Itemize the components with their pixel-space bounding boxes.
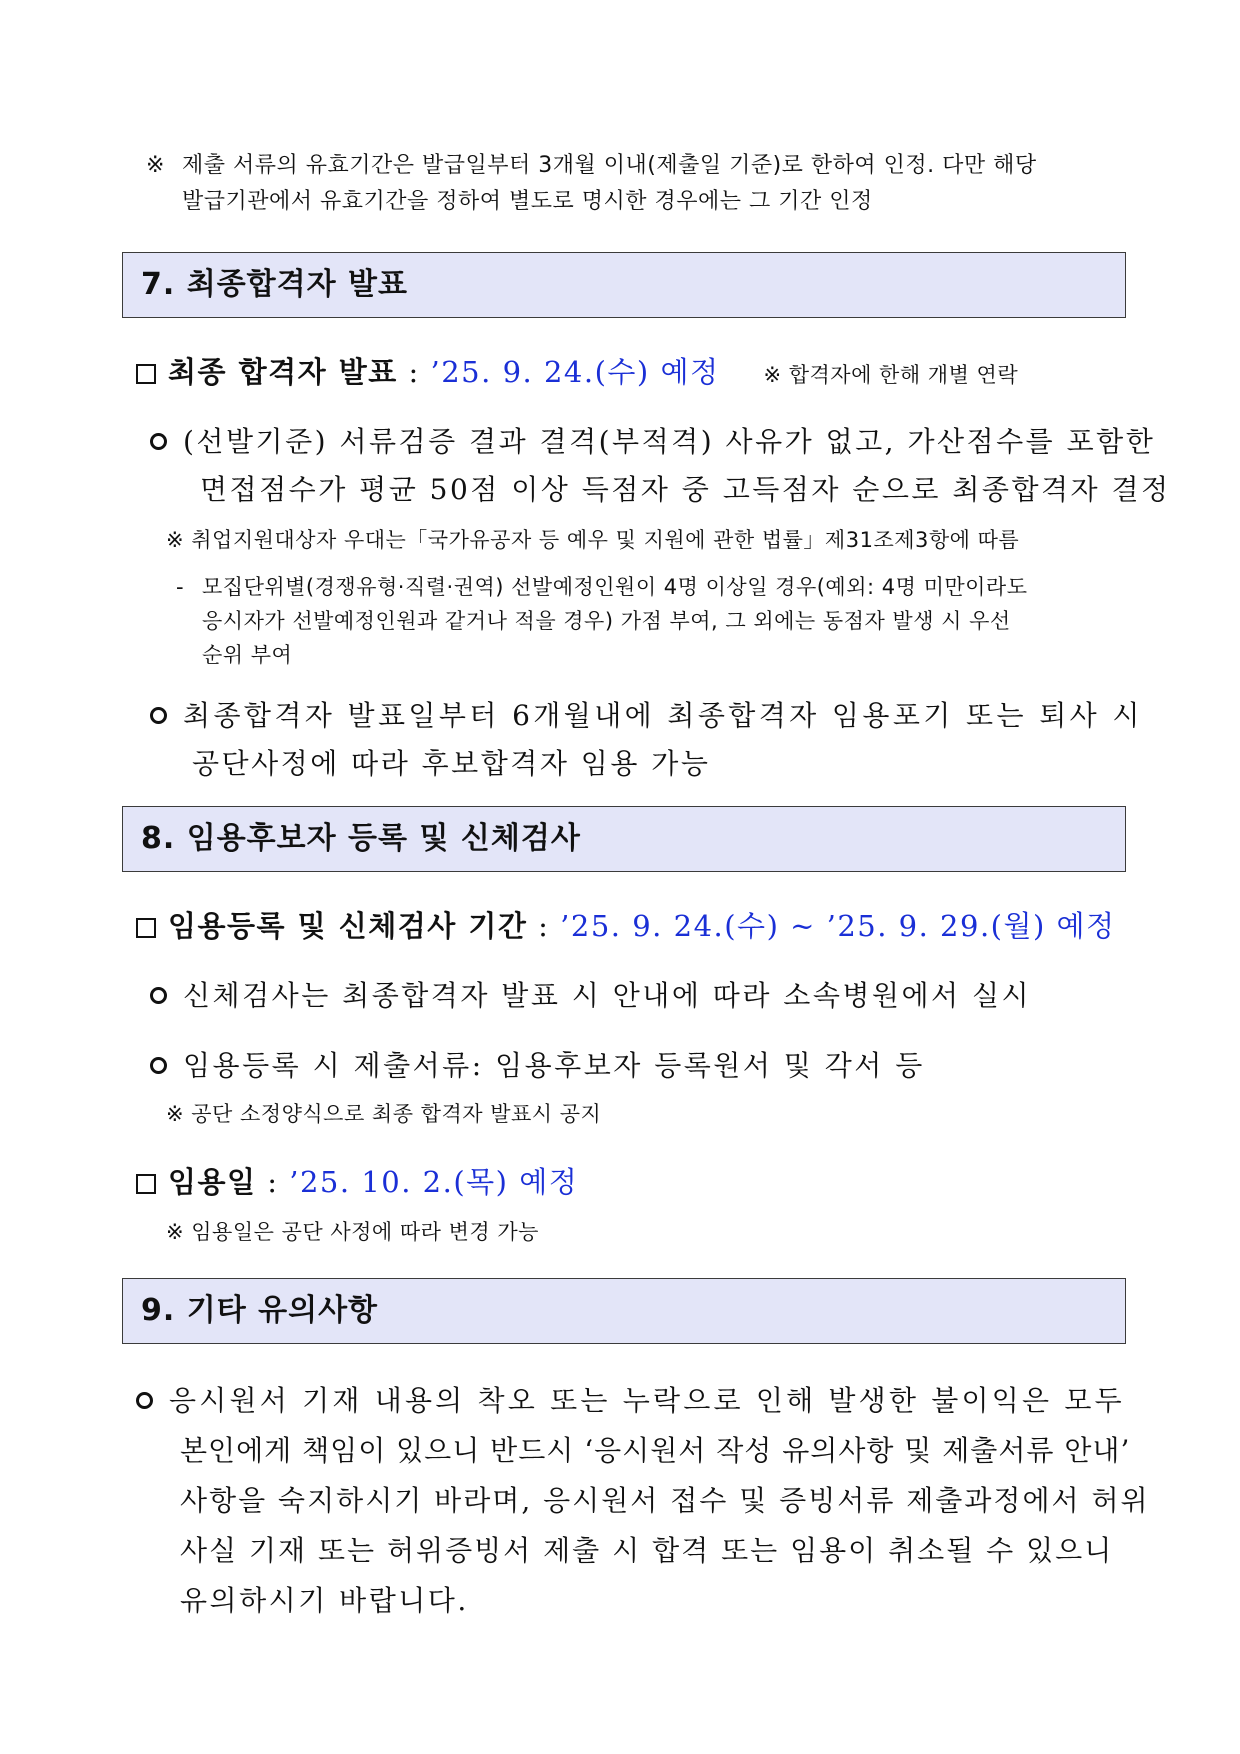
- announce-line: [136, 350, 1018, 391]
- section-9-title: 9. 기타 유의사항: [141, 1293, 379, 1328]
- period-line: [136, 904, 1116, 945]
- announce-date: ’25. 9. 24.(수) 예정: [430, 355, 720, 389]
- announce-label: 최종 합격자 발표: [168, 355, 398, 389]
- circle-bullet-icon: [150, 1057, 167, 1074]
- docs-text: 임용등록 시 제출서류: 임용후보자 등록원서 및 각서 등: [183, 1049, 925, 1082]
- caution-item: [136, 1378, 1150, 1628]
- section-7-header: [122, 252, 1126, 318]
- top-note: [146, 148, 1136, 220]
- criteria-line-2: 면접점수가 평균 50점 이상 득점자 중 고득점자 순으로 최종합격자 결정: [200, 473, 1171, 506]
- announce-note: ※ 합격자에 한해 개별 연락: [763, 363, 1019, 387]
- criteria-item: [150, 420, 1171, 508]
- section-7-title: 7. 최종합격자 발표: [141, 267, 409, 302]
- appoint-label: 임용일: [168, 1165, 257, 1199]
- circle-bullet-icon: [150, 433, 167, 450]
- docs-item: [150, 1044, 925, 1084]
- square-bullet-icon: [136, 364, 156, 384]
- veterans-note: ※ 취업지원대상자 우대는「국가유공자 등 예우 및 지원에 관한 법률」제31조제3항에 따름: [166, 528, 1020, 552]
- dash-mark: -: [176, 575, 185, 599]
- dash-note-line-1: 모집단위별(경쟁유형·직렬·권역) 선발예정인원이 4명 이상일 경우(예외: 4명 미만이라도: [202, 575, 1028, 599]
- reserve-item: [150, 694, 1143, 782]
- square-bullet-icon: [136, 1174, 156, 1194]
- criteria-line-1: (선발기준) 서류검증 결과 결격(부적격) 사유가 없고, 가산점수를 포함한: [183, 425, 1156, 458]
- exam-text: 신체검사는 최종합격자 발표 시 안내에 따라 소속병원에서 실시: [183, 979, 1032, 1012]
- circle-bullet-icon: [150, 987, 167, 1004]
- dash-note: [176, 570, 1136, 672]
- reserve-line-2: 공단사정에 따라 후보합격자 임용 가능: [192, 747, 711, 780]
- appoint-colon: :: [256, 1165, 290, 1199]
- appoint-note: ※ 임용일은 공단 사정에 따라 변경 가능: [166, 1220, 539, 1244]
- section-8-header: [122, 806, 1126, 872]
- top-note-line-1: 제출 서류의 유효기간은 발급일부터 3개월 이내(제출일 기준)로 한하여 인정. 다만 해당: [182, 153, 1037, 178]
- section-9-header: [122, 1278, 1126, 1344]
- caution-line-5: 유의하시기 바랍니다.: [180, 1584, 469, 1617]
- period-colon: :: [527, 909, 561, 943]
- caution-line-2: 본인에게 책임이 있으니 반드시 ‘응시원서 작성 유의사항 및 제출서류 안내’: [180, 1434, 1131, 1467]
- period-date: ’25. 9. 24.(수) ~ ’25. 9. 29.(월) 예정: [560, 909, 1116, 943]
- exam-item: [150, 974, 1031, 1014]
- top-note-line-2: 발급기관에서 유효기간을 정하여 별도로 명시한 경우에는 그 기간 인정: [182, 189, 873, 214]
- appoint-line: [136, 1160, 578, 1201]
- circle-bullet-icon: [136, 1392, 153, 1409]
- dash-note-line-2: 응시자가 선발예정인원과 같거나 적을 경우) 가점 부여, 그 외에는 동점자 발생 시 우선: [202, 609, 1011, 633]
- reference-mark: ※: [146, 153, 165, 178]
- dash-note-line-3: 순위 부여: [202, 643, 293, 667]
- appoint-date: ’25. 10. 2.(목) 예정: [289, 1165, 579, 1199]
- caution-line-3: 사항을 숙지하시기 바라며, 응시원서 접수 및 증빙서류 제출과정에서 허위: [180, 1484, 1150, 1517]
- period-label: 임용등록 및 신체검사 기간: [168, 909, 528, 943]
- docs-note: ※ 공단 소정양식으로 최종 합격자 발표시 공지: [166, 1102, 602, 1126]
- circle-bullet-icon: [150, 707, 167, 724]
- square-bullet-icon: [136, 918, 156, 938]
- caution-line-1: 응시원서 기재 내용의 착오 또는 누락으로 인해 발생한 불이익은 모두: [169, 1384, 1125, 1417]
- section-8-title: 8. 임용후보자 등록 및 신체검사: [141, 821, 581, 856]
- reserve-line-1: 최종합격자 발표일부터 6개월내에 최종합격자 임용포기 또는 퇴사 시: [183, 699, 1143, 732]
- announce-colon: :: [397, 355, 431, 389]
- caution-line-4: 사실 기재 또는 허위증빙서 제출 시 합격 또는 임용이 취소될 수 있으니: [180, 1534, 1114, 1567]
